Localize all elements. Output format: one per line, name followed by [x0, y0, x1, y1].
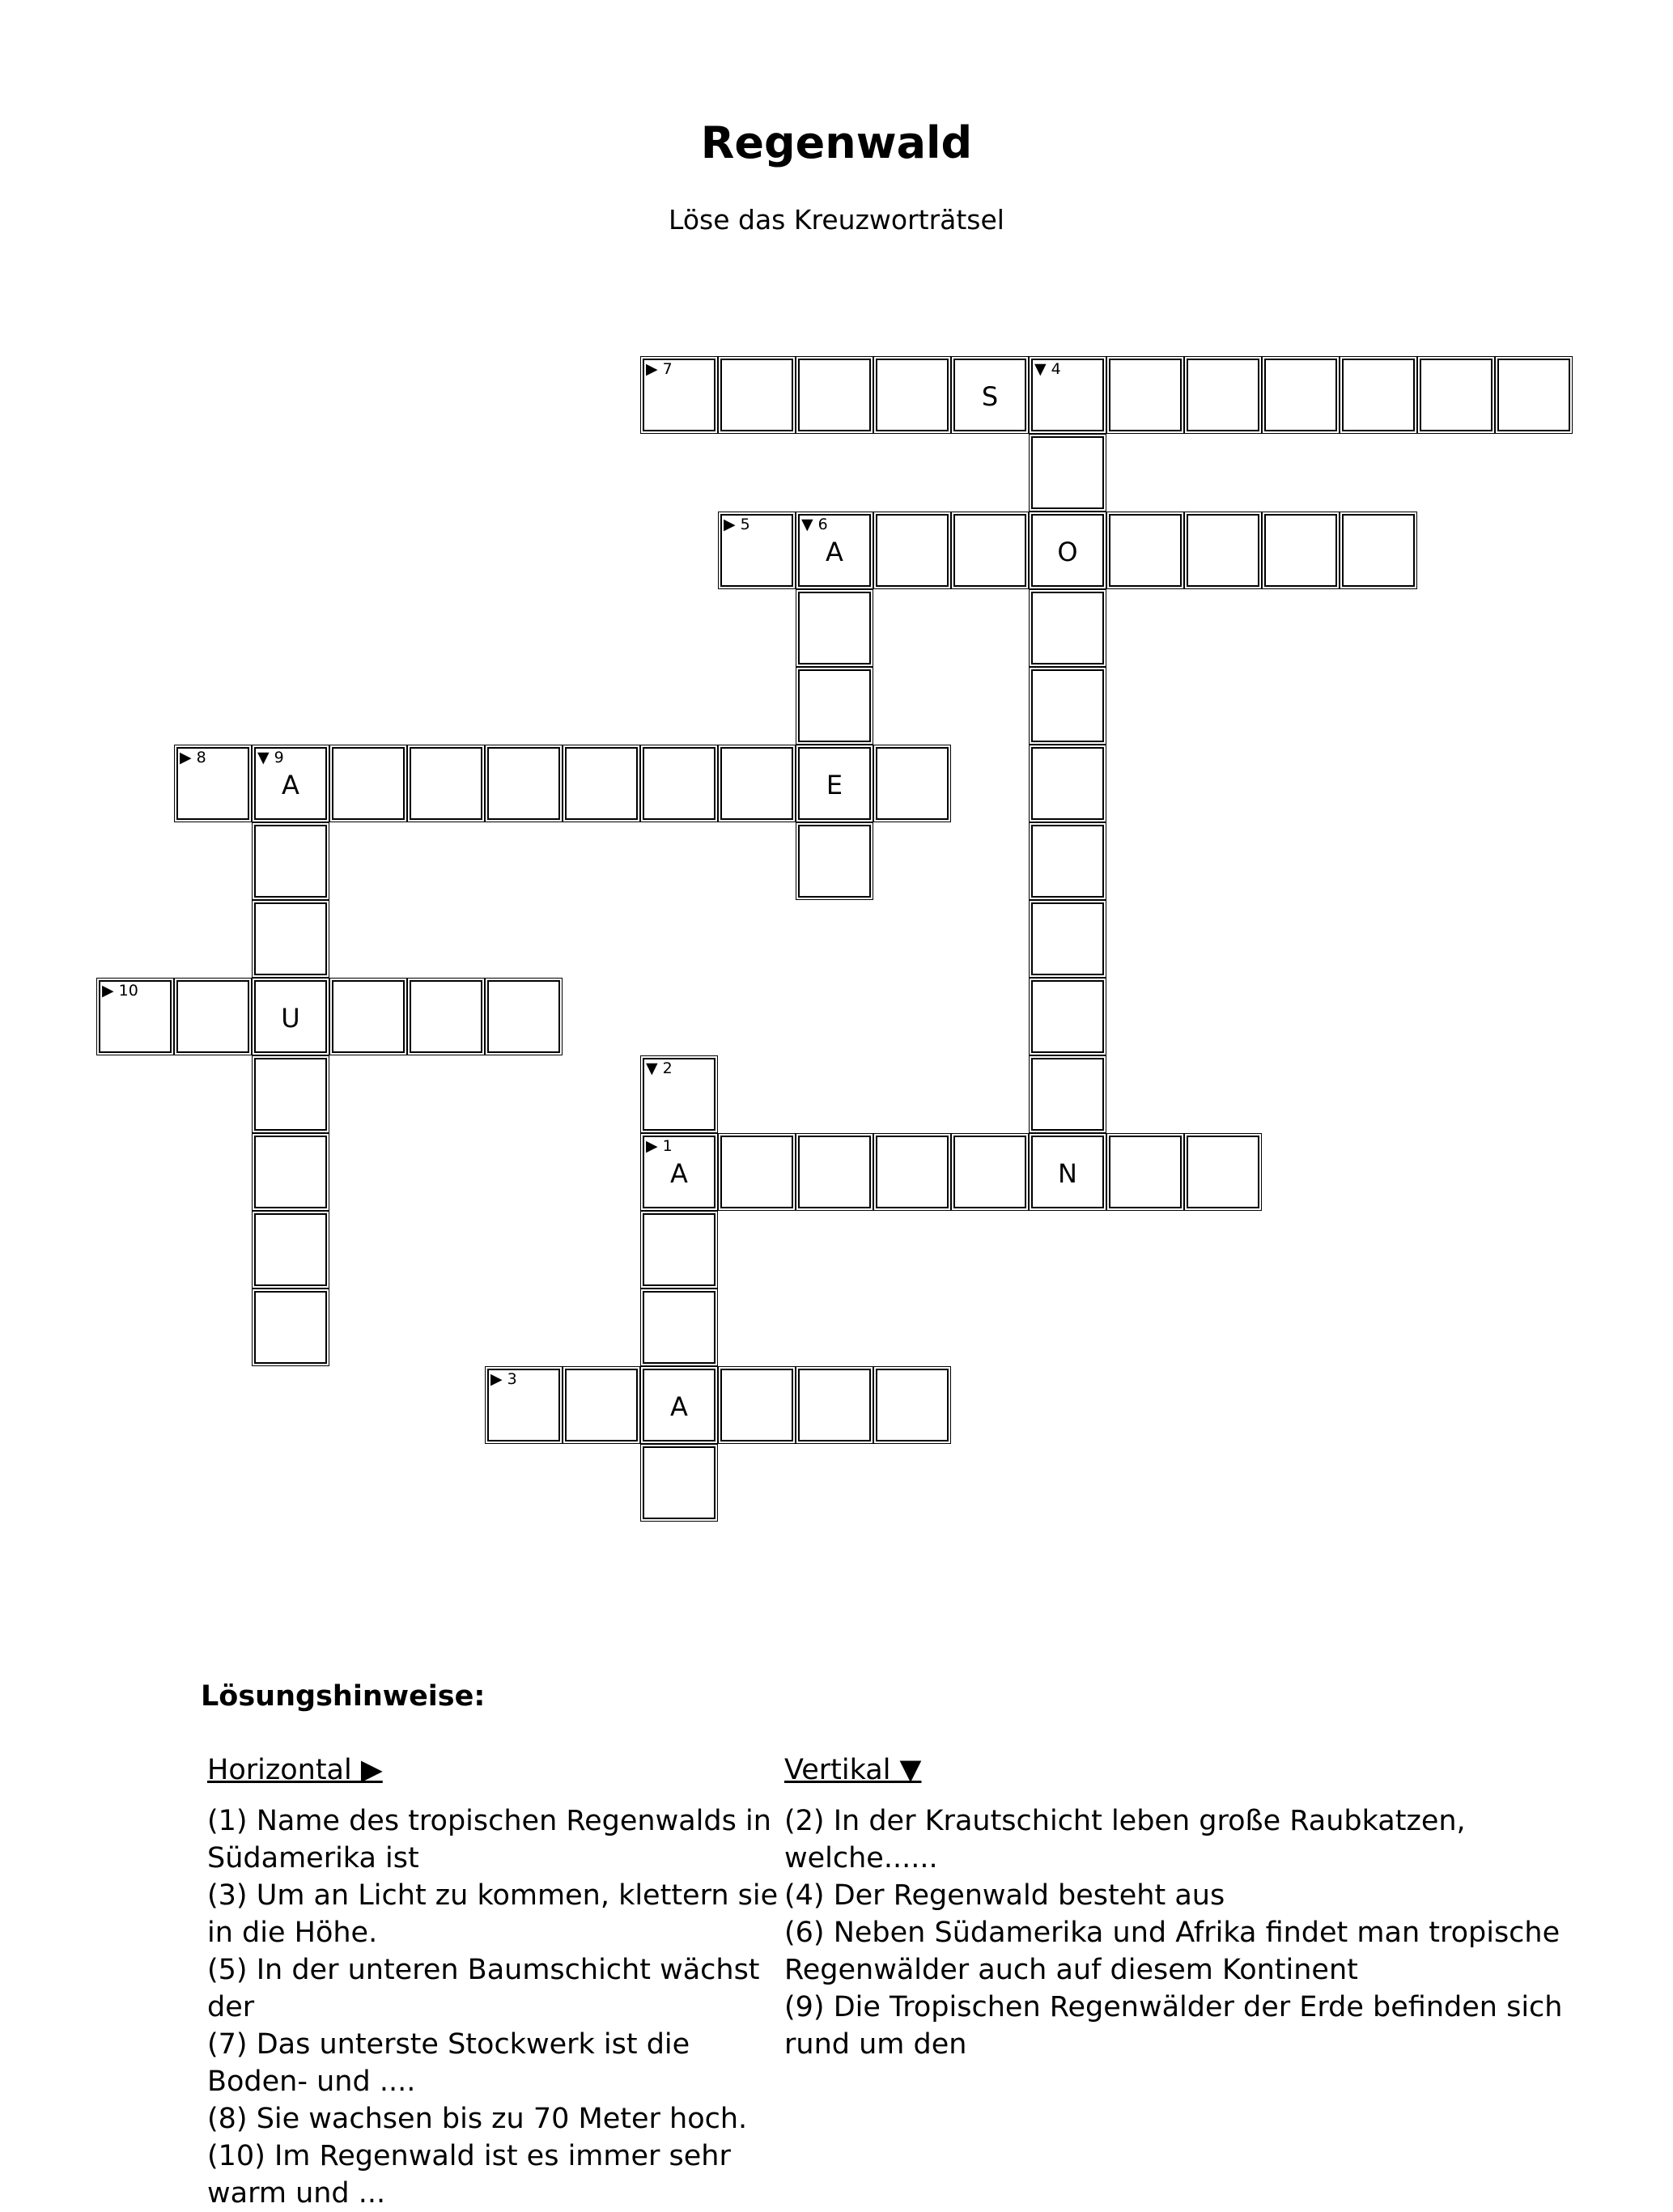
crossword-cell[interactable] — [876, 1136, 949, 1208]
clue-vertical-9: (9) Die Tropischen Regenwälder der Erde befinden sich rund um den — [784, 1991, 1563, 2061]
crossword-cell[interactable] — [1109, 1136, 1182, 1208]
crossword-cell[interactable] — [1031, 436, 1104, 509]
crossword-cell[interactable] — [1264, 359, 1337, 431]
clue-number-marker: ▼ 2 — [646, 1059, 673, 1077]
clue-horizontal-8: (8) Sie wachsen bis zu 70 Meter hoch. — [207, 2103, 748, 2135]
crossword-cell[interactable] — [487, 1369, 560, 1441]
clue-number-marker: ▶ 1 — [646, 1137, 673, 1155]
clue-horizontal-1: (1) Name des tropischen Regenwalds in Südamerika ist — [207, 1805, 771, 1874]
crossword-cell[interactable] — [876, 359, 949, 431]
clue-number-marker: ▼ 4 — [1034, 360, 1061, 378]
clue-horizontal-3: (3) Um an Licht zu kommen, klettern sie in die Höhe. — [207, 1879, 779, 1949]
given-letter: A — [282, 770, 299, 800]
page-title: Regenwald — [700, 117, 973, 168]
crossword-cell[interactable] — [643, 1446, 715, 1519]
crossword-cell[interactable] — [1342, 359, 1415, 431]
crossword-cell[interactable] — [643, 1058, 715, 1131]
crossword-cell[interactable] — [1031, 514, 1104, 587]
crossword-cell[interactable] — [798, 514, 871, 587]
given-letter: S — [981, 381, 999, 412]
crossword-cell[interactable] — [487, 747, 560, 820]
clue-number-marker: ▼ 6 — [801, 516, 828, 533]
vertical-heading: Vertikal ▼ — [784, 1754, 922, 1786]
crossword-cell[interactable] — [176, 980, 249, 1053]
clue-horizontal-10: (10) Im Regenwald ist es immer sehr warm und ... — [207, 2140, 731, 2210]
crossword-cell[interactable] — [1031, 359, 1104, 431]
crossword-cell[interactable] — [1342, 514, 1415, 587]
given-letter: A — [670, 1391, 688, 1422]
crossword-cell[interactable] — [410, 747, 482, 820]
clue-number-marker: ▶ 10 — [102, 982, 138, 1000]
crossword-cell[interactable] — [953, 359, 1026, 431]
crossword-cell[interactable] — [1264, 514, 1337, 587]
crossword-cell[interactable] — [1031, 1136, 1104, 1208]
given-letter: O — [1057, 537, 1078, 567]
crossword-cell[interactable] — [1109, 359, 1182, 431]
clue-vertical-6: (6) Neben Südamerika und Afrika findet man tropische Regenwälder auch auf diesem Kontinent — [784, 1917, 1560, 1986]
horizontal-clue-list — [207, 1802, 782, 2212]
crossword-cell[interactable] — [798, 1136, 871, 1208]
crossword-cell[interactable] — [1109, 514, 1182, 587]
crossword-cell[interactable] — [565, 747, 638, 820]
horizontal-heading: Horizontal ▶ — [207, 1754, 383, 1786]
crossword-cell[interactable] — [254, 902, 327, 975]
crossword-cell[interactable] — [798, 1369, 871, 1441]
crossword-cell[interactable] — [410, 980, 482, 1053]
crossword-cell[interactable] — [1031, 980, 1104, 1053]
crossword-cell[interactable] — [332, 980, 405, 1053]
crossword-cell[interactable] — [1031, 825, 1104, 898]
clue-number-marker: ▶ 3 — [490, 1370, 517, 1388]
crossword-cell[interactable] — [1187, 359, 1259, 431]
crossword-cell[interactable] — [254, 825, 327, 898]
crossword-cell[interactable] — [254, 980, 327, 1053]
crossword-cell[interactable] — [720, 359, 793, 431]
crossword-cell[interactable] — [643, 359, 715, 431]
hints-heading: Lösungshinweise: — [201, 1680, 486, 1713]
given-letter: N — [1058, 1158, 1077, 1189]
page-subtitle: Löse das Kreuzworträtsel — [669, 204, 1004, 236]
given-letter: A — [670, 1158, 688, 1189]
crossword-cell[interactable] — [876, 514, 949, 587]
crossword-cell[interactable] — [254, 1213, 327, 1286]
crossword-cell[interactable] — [798, 592, 871, 664]
given-letter: U — [281, 1003, 300, 1034]
crossword-cell[interactable] — [720, 514, 793, 587]
crossword-cell[interactable] — [565, 1369, 638, 1441]
clue-horizontal-5: (5) In der unteren Baumschicht wächst der — [207, 1954, 760, 2023]
clue-number-marker: ▼ 9 — [257, 749, 284, 766]
given-letter: E — [826, 770, 843, 800]
crossword-cell[interactable] — [1031, 902, 1104, 975]
crossword-cell[interactable] — [176, 747, 249, 820]
crossword-cell[interactable] — [254, 747, 327, 820]
crossword-cell[interactable] — [254, 1136, 327, 1208]
crossword-cell[interactable] — [720, 1136, 793, 1208]
crossword-cell[interactable] — [876, 1369, 949, 1441]
crossword-cell[interactable] — [1031, 1058, 1104, 1131]
crossword-cell[interactable] — [1031, 669, 1104, 742]
crossword-cell[interactable] — [643, 1213, 715, 1286]
clue-vertical-4: (4) Der Regenwald besteht aus — [784, 1879, 1225, 1912]
given-letter: A — [826, 537, 843, 567]
vertical-clue-list — [784, 1802, 1569, 2063]
crossword-cell[interactable] — [1031, 592, 1104, 664]
crossword-cell[interactable] — [798, 747, 871, 820]
crossword-cell[interactable] — [643, 1291, 715, 1364]
crossword-cell[interactable] — [1187, 514, 1259, 587]
crossword-cell[interactable] — [720, 747, 793, 820]
crossword-cell[interactable] — [720, 1369, 793, 1441]
crossword-cell[interactable] — [643, 1369, 715, 1441]
clue-number-marker: ▶ 7 — [646, 360, 673, 378]
crossword-cell[interactable] — [487, 980, 560, 1053]
crossword-cell[interactable] — [798, 669, 871, 742]
crossword-cell[interactable] — [254, 1058, 327, 1131]
crossword-cell[interactable] — [643, 747, 715, 820]
crossword-cell[interactable] — [1187, 1136, 1259, 1208]
clue-horizontal-7: (7) Das unterste Stockwerk ist die Boden- und .... — [207, 2028, 690, 2098]
clue-vertical-2: (2) In der Krautschicht leben große Raubkatzen, welche...... — [784, 1805, 1466, 1874]
crossword-cell[interactable] — [643, 1136, 715, 1208]
crossword-cell[interactable] — [1031, 747, 1104, 820]
crossword-cell[interactable] — [798, 825, 871, 898]
crossword-cell[interactable] — [876, 747, 949, 820]
crossword-cell[interactable] — [798, 359, 871, 431]
crossword-cell[interactable] — [332, 747, 405, 820]
clue-number-marker: ▶ 8 — [180, 749, 206, 766]
crossword-cell[interactable] — [953, 514, 1026, 587]
crossword-cell[interactable] — [1420, 359, 1493, 431]
clue-number-marker: ▶ 5 — [724, 516, 750, 533]
crossword-cell[interactable] — [1497, 359, 1570, 431]
crossword-cell[interactable] — [953, 1136, 1026, 1208]
crossword-cell[interactable] — [254, 1291, 327, 1364]
crossword-cell[interactable] — [99, 980, 172, 1053]
